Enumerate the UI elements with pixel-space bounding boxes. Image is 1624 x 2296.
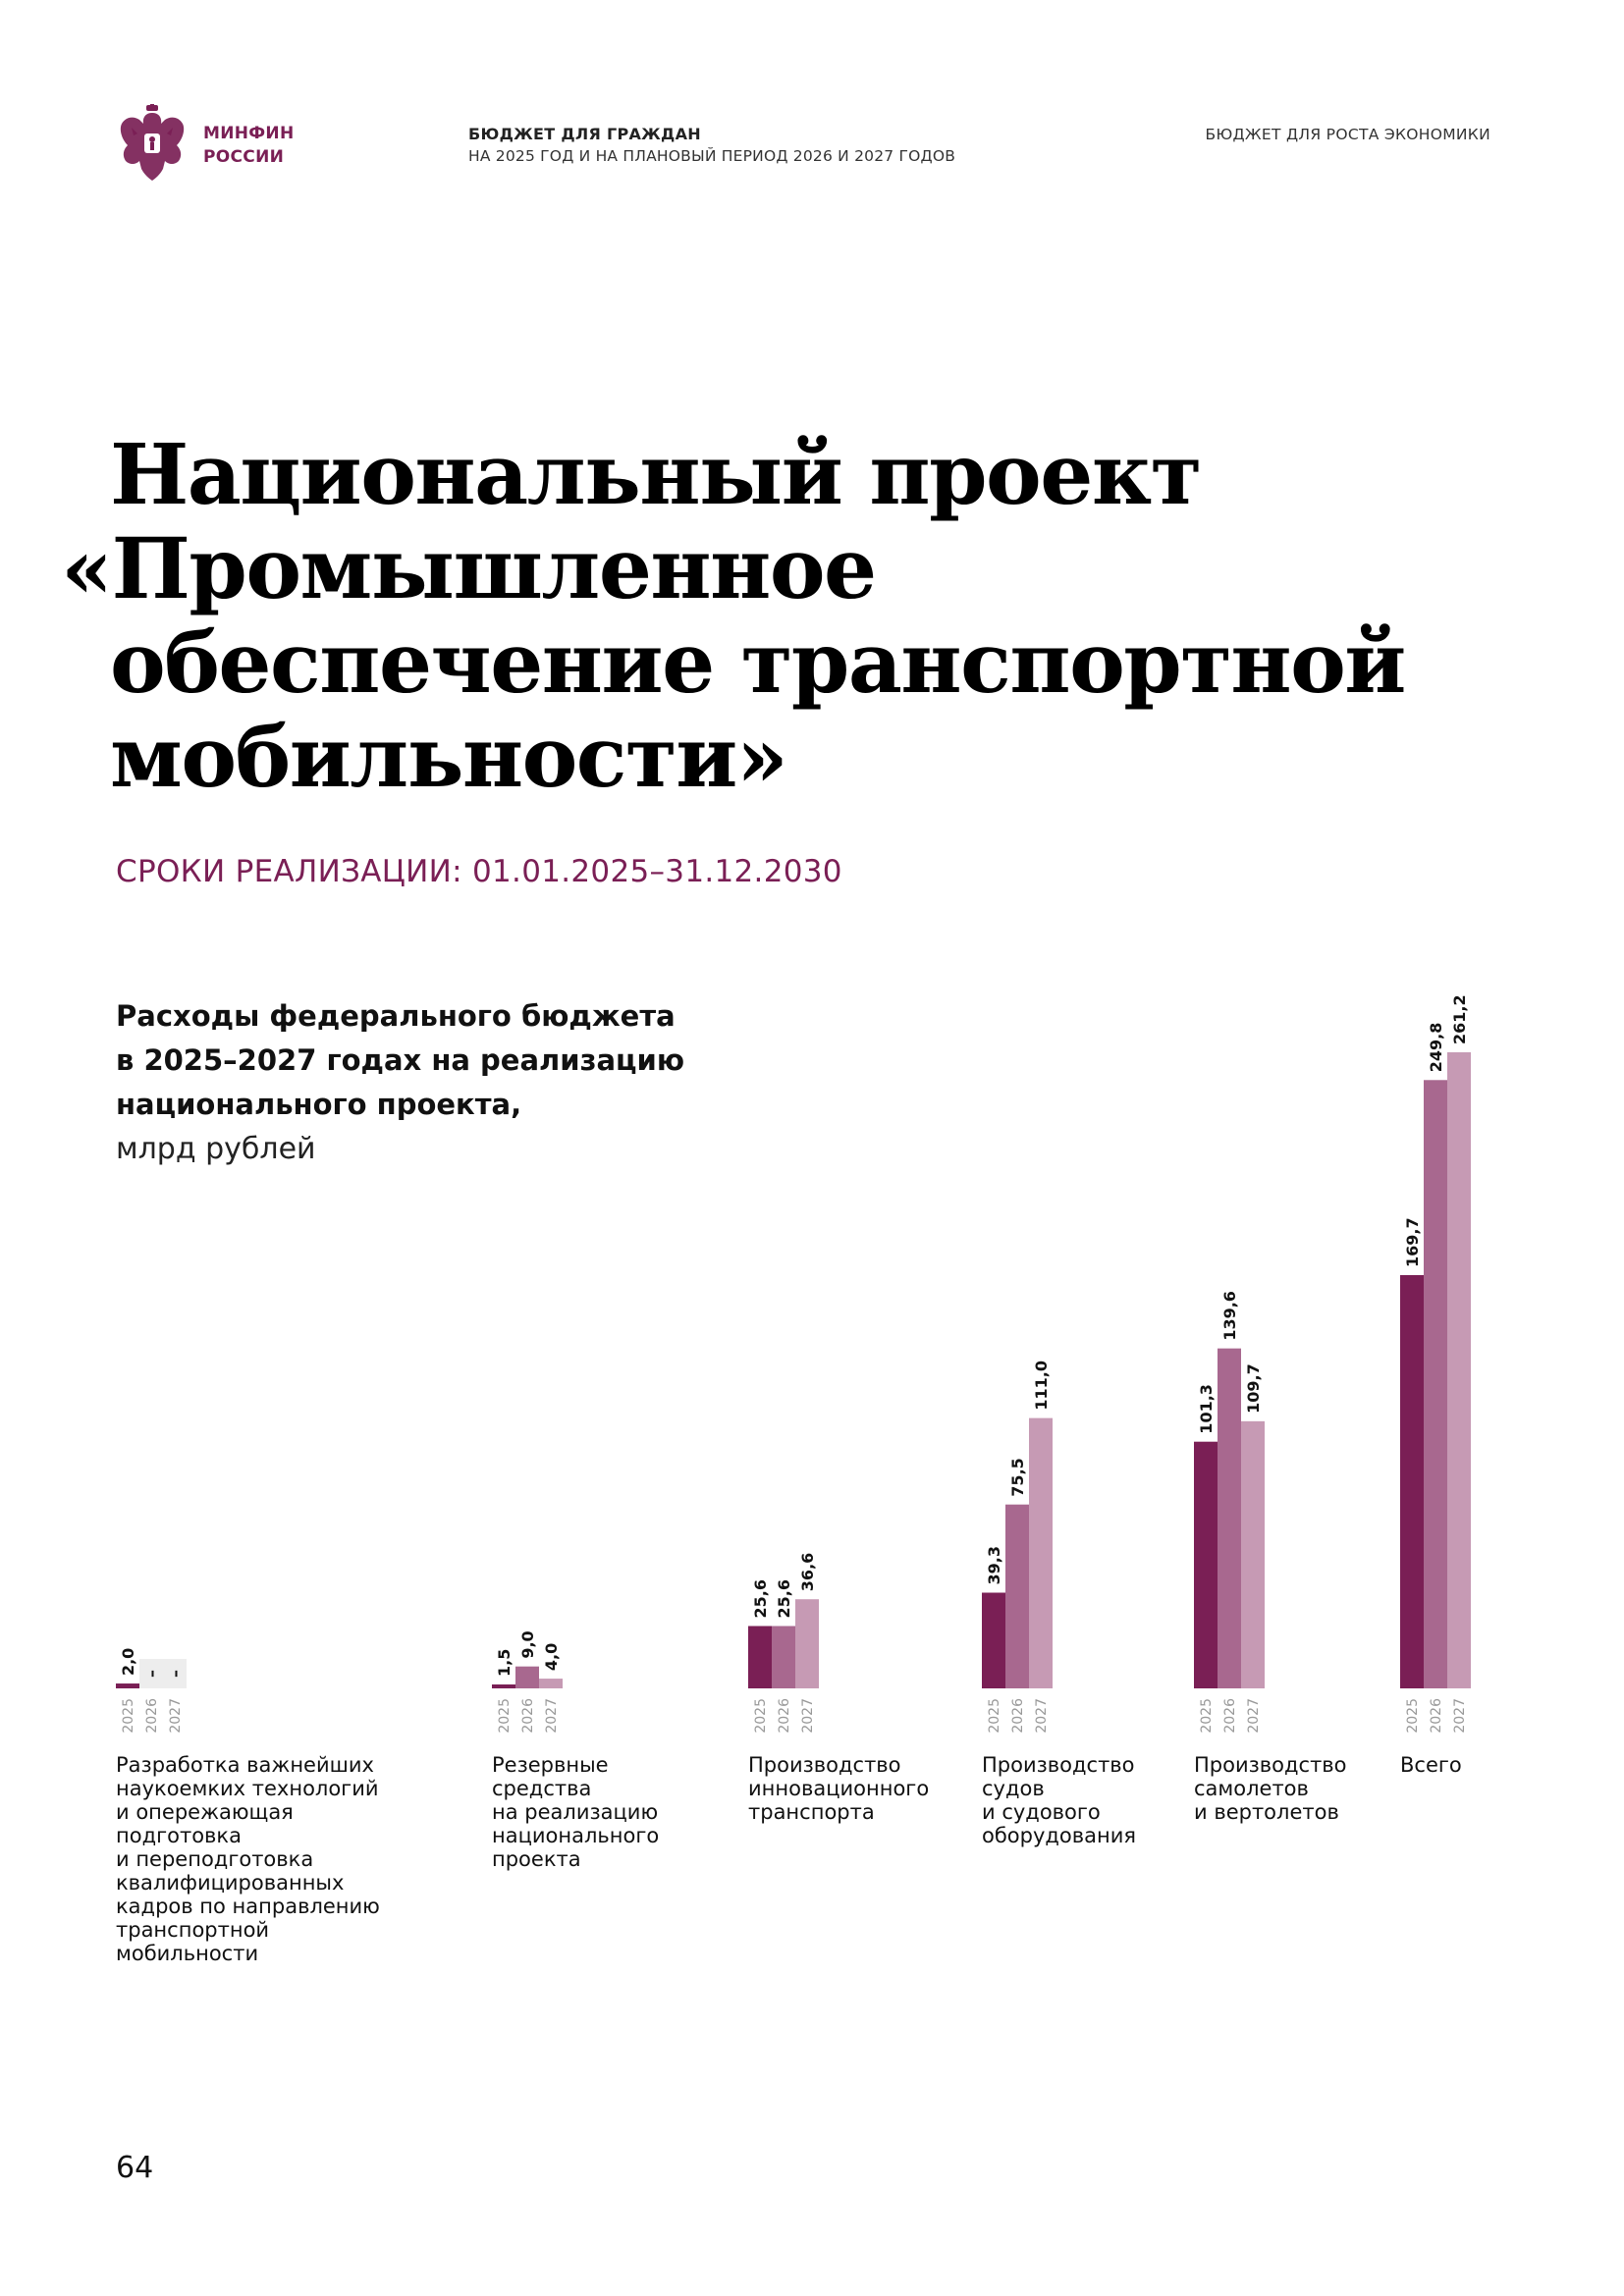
category-label-line: мобильности: [116, 1942, 259, 1965]
implementation-period: СРОКИ РЕАЛИЗАЦИИ: 01.01.2025–31.12.2030: [116, 854, 842, 889]
bar-value-label: 25,6: [751, 1579, 770, 1619]
bar: [492, 1684, 515, 1688]
category-label-line: транспорта: [748, 1800, 875, 1824]
bar-value-label: 261,2: [1450, 994, 1469, 1044]
bar-value-label: 39,3: [985, 1546, 1003, 1585]
header-section: БЮДЖЕТ ДЛЯ РОСТА ЭКОНОМИКИ: [1205, 126, 1490, 143]
chart-title-line-2: в 2025–2027 годах на реализацию: [116, 1043, 685, 1077]
category-label-line: подготовка: [116, 1824, 242, 1847]
year-tick-label: 2027: [1246, 1698, 1262, 1734]
title-line-1: Национальный проект: [110, 426, 1201, 524]
bar-value-label: 4,0: [542, 1642, 561, 1672]
year-tick-label: 2026: [1010, 1698, 1026, 1734]
bar-value-label: 109,7: [1244, 1363, 1263, 1414]
category-label-line: инновационного: [748, 1777, 930, 1800]
bar-value-label: 169,7: [1403, 1217, 1422, 1267]
category-label-line: транспортной: [116, 1918, 270, 1942]
year-tick-label: 2027: [544, 1698, 560, 1734]
category-label: [982, 1753, 1136, 1847]
category-label-line: квалифицированных: [116, 1871, 345, 1895]
bar-group: [1400, 994, 1471, 1733]
year-tick-label: 2027: [168, 1698, 184, 1734]
year-tick-label: 2026: [520, 1698, 536, 1734]
category-label-line: и судового: [982, 1800, 1101, 1824]
year-tick-label: 2025: [1405, 1698, 1421, 1734]
header-title: БЮДЖЕТ ДЛЯ ГРАЖДАН: [468, 125, 701, 143]
year-tick-label: 2025: [1199, 1698, 1215, 1734]
bar-value-label: 75,5: [1008, 1458, 1027, 1497]
bar: [515, 1667, 539, 1688]
bar-value-label: 2,0: [119, 1647, 137, 1677]
year-tick-label: 2026: [144, 1698, 160, 1734]
bar: [116, 1683, 139, 1688]
header-subtitle: НА 2025 ГОД И НА ПЛАНОВЫЙ ПЕРИОД 2026 И 2027 ГОДОВ: [468, 147, 956, 165]
category-label: [1400, 1753, 1462, 1777]
category-label-line: оборудования: [982, 1824, 1137, 1847]
bar-group: [116, 1648, 187, 1734]
bar-value-label: 1,5: [495, 1648, 514, 1677]
bar-value-label: 101,3: [1197, 1384, 1216, 1434]
year-tick-label: 2025: [753, 1698, 769, 1734]
bar: [748, 1626, 772, 1688]
category-label: [1194, 1753, 1347, 1824]
bar: [1194, 1442, 1218, 1688]
bar: [1005, 1505, 1029, 1688]
chart-title-line-3: национального проекта,: [116, 1088, 522, 1121]
bar: [1447, 1052, 1471, 1688]
bar: [539, 1679, 563, 1688]
category-label-line: средства: [492, 1777, 592, 1800]
category-label-line: и вертолетов: [1194, 1800, 1339, 1824]
year-tick-label: 2025: [497, 1698, 513, 1734]
bar-value-label: –: [142, 1670, 161, 1678]
category-label: [748, 1753, 929, 1824]
bar-value-label: 9,0: [518, 1630, 537, 1659]
category-label-line: и переподготовка: [116, 1847, 314, 1871]
logo-line-2: РОССИИ: [203, 147, 285, 167]
category-label-line: кадров по направлению: [116, 1895, 380, 1918]
bar-value-label: 25,6: [775, 1579, 793, 1619]
category-label-line: проекта: [492, 1847, 581, 1871]
bar-value-label: 249,8: [1427, 1022, 1445, 1073]
category-label-line: самолетов: [1194, 1777, 1309, 1800]
bar-value-label: 139,6: [1220, 1291, 1239, 1341]
year-tick-label: 2026: [1429, 1698, 1444, 1734]
category-label: [116, 1753, 380, 1965]
page-number: 64: [116, 2151, 154, 2185]
bar: [1400, 1275, 1424, 1688]
bar-group: [748, 1553, 819, 1734]
year-tick-label: 2025: [121, 1698, 136, 1734]
category-label-line: Производство: [1194, 1753, 1347, 1777]
bar: [982, 1593, 1005, 1688]
bar-value-label: 111,0: [1032, 1361, 1051, 1411]
bar: [1029, 1418, 1053, 1688]
category-label-line: судов: [982, 1777, 1045, 1800]
category-label-line: Разработка важнейших: [116, 1753, 374, 1777]
category-label-line: Всего: [1400, 1753, 1462, 1777]
year-tick-label: 2026: [777, 1698, 792, 1734]
bar: [1241, 1421, 1265, 1688]
chart-title-line-1: Расходы федерального бюджета: [116, 999, 676, 1033]
bar: [772, 1626, 795, 1688]
year-tick-label: 2025: [987, 1698, 1002, 1734]
category-label-line: на реализацию: [492, 1800, 659, 1824]
title-line-2: «Промышленное: [61, 520, 876, 618]
bar: [795, 1599, 819, 1688]
bar-group: [492, 1630, 563, 1733]
category-label: [492, 1753, 659, 1871]
bar-group: [1194, 1291, 1265, 1734]
title-line-3: обеспечение транспортной: [110, 614, 1405, 713]
chart-unit: млрд рублей: [116, 1132, 316, 1166]
category-label-line: Производство: [982, 1753, 1135, 1777]
bar-value-label: 36,6: [798, 1552, 817, 1592]
logo-line-1: МИНФИН: [203, 124, 295, 143]
bar: [1424, 1080, 1447, 1688]
year-tick-label: 2027: [800, 1698, 816, 1734]
category-label-line: Производство: [748, 1753, 901, 1777]
year-tick-label: 2027: [1452, 1698, 1468, 1734]
year-tick-label: 2026: [1222, 1698, 1238, 1734]
category-label-line: Резервные: [492, 1753, 609, 1777]
bar-value-label: –: [166, 1670, 185, 1678]
bar: [1218, 1349, 1241, 1688]
year-tick-label: 2027: [1034, 1698, 1050, 1734]
category-label-line: и опережающая: [116, 1800, 294, 1824]
bar-group: [982, 1361, 1053, 1734]
category-label-line: национального: [492, 1824, 660, 1847]
title-line-4: мобильности»: [110, 709, 787, 807]
category-label-line: наукоемких технологий: [116, 1777, 379, 1800]
